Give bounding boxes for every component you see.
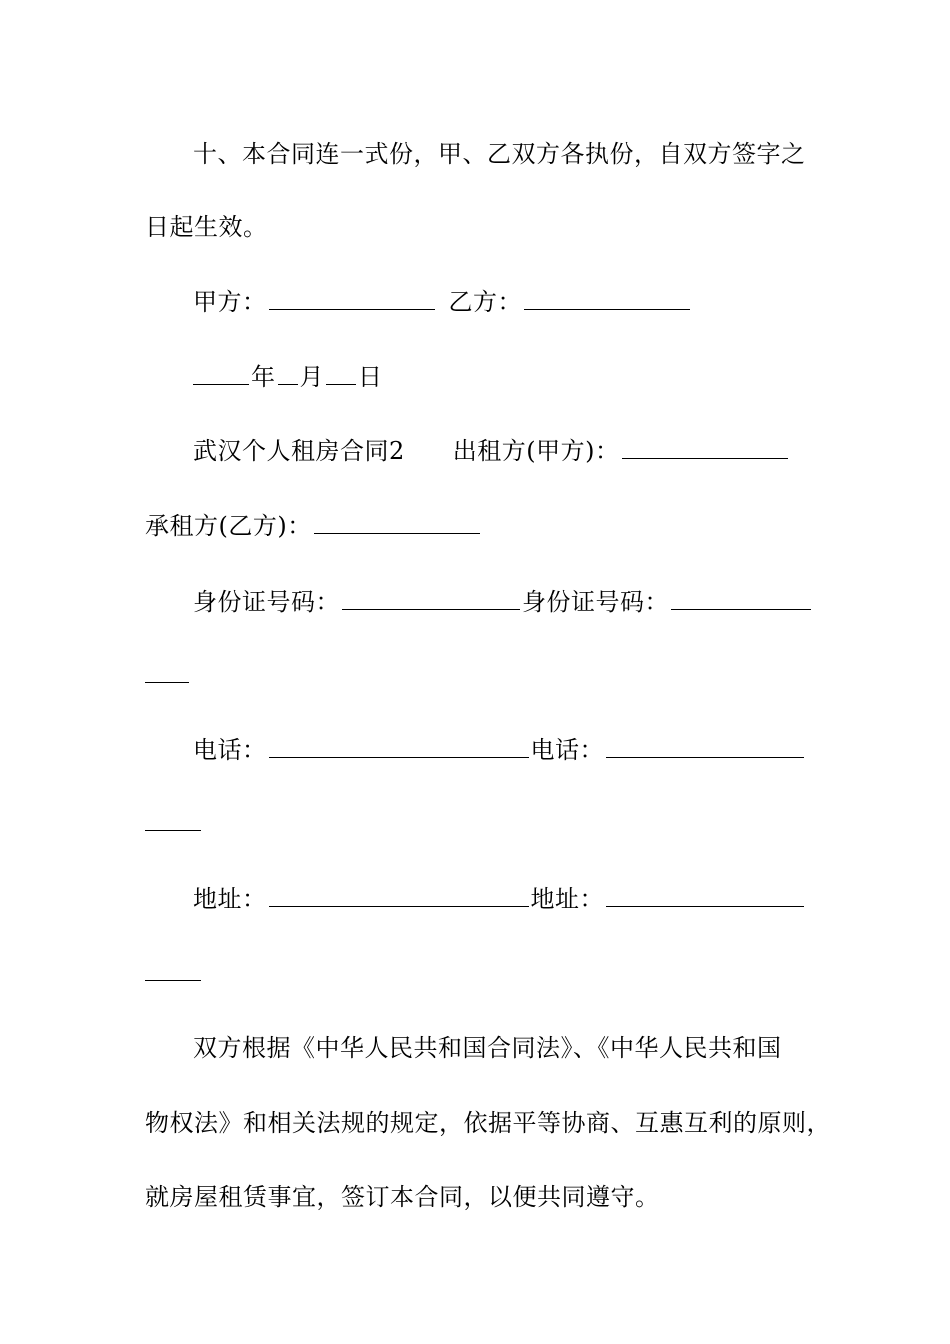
id-label-b: 身份证号码：: [522, 588, 669, 616]
lessor-blank: [622, 436, 788, 459]
id-blank-a: [342, 587, 520, 610]
phone-label-a: 电话：: [193, 736, 267, 764]
basis-line1: 双方根据《中华人民共和国合同法》、《中华人民共和国: [193, 1034, 782, 1062]
day-blank: [326, 362, 356, 385]
lessee-line: [145, 511, 482, 541]
month-label: 月: [299, 363, 324, 391]
clause-ten-line2: 日起生效。: [145, 213, 268, 241]
address-line: [193, 884, 806, 914]
phone-blank-b: [606, 735, 804, 758]
phone-label-b: 电话：: [530, 736, 604, 764]
year-blank: [193, 362, 249, 385]
contract-title: 武汉个人租房合同2: [193, 437, 405, 465]
phone-blank-b-cont: [145, 808, 201, 831]
address-blank-b-cont: [145, 958, 201, 981]
title-lessor-line: [193, 436, 790, 466]
date-line: [193, 362, 383, 392]
address-label-b: 地址：: [530, 885, 604, 913]
id-label-a: 身份证号码：: [193, 588, 340, 616]
party-a-blank: [269, 287, 435, 310]
day-label: 日: [358, 363, 383, 391]
id-line: [193, 587, 813, 617]
address-blank-b: [606, 884, 804, 907]
month-blank: [278, 362, 298, 385]
id-line-wrap: [145, 660, 191, 690]
signature-line: [193, 287, 692, 317]
id-blank-b: [671, 587, 811, 610]
basis-line3: 就房屋租赁事宜，签订本合同，以便共同遵守。: [145, 1183, 660, 1211]
phone-line: [193, 735, 806, 765]
lessee-blank: [314, 511, 480, 534]
address-blank-a: [269, 884, 529, 907]
address-line-wrap: [145, 958, 203, 988]
id-blank-b-cont: [145, 660, 189, 683]
basis-line2: 物权法》和相关法规的规定，依据平等协商、互惠互利的原则，: [145, 1109, 831, 1137]
clause-ten-line1: 十、本合同连一式份，甲、乙双方各执份，自双方签字之: [193, 140, 806, 168]
phone-blank-a: [269, 735, 529, 758]
lessor-label: 出租方(甲方)：: [452, 437, 620, 465]
lessee-label: 承租方(乙方)：: [145, 512, 312, 540]
party-b-label: 乙方：: [448, 288, 522, 316]
phone-line-wrap: [145, 808, 203, 838]
year-label: 年: [251, 363, 276, 391]
party-a-label: 甲方：: [193, 288, 267, 316]
party-b-blank: [524, 287, 690, 310]
address-label-a: 地址：: [193, 885, 267, 913]
